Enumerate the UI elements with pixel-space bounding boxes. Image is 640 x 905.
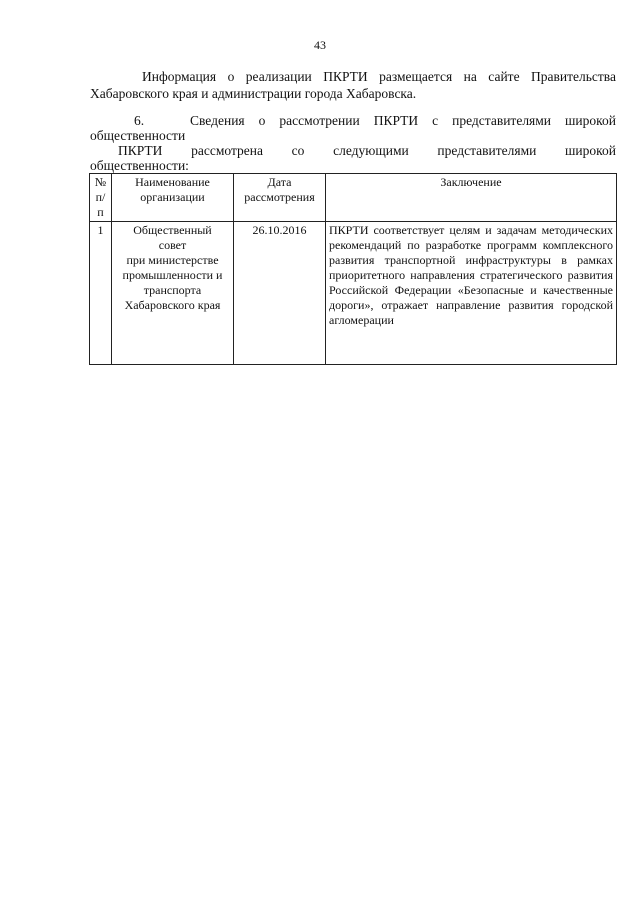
section-line-4: общественности: [90, 158, 189, 173]
header-conclusion: Заключение [326, 174, 617, 222]
section-heading-text: Сведения о рассмотрении ПКРТИ с представителями широкой [190, 113, 616, 128]
review-table [89, 173, 617, 365]
page-number: 43 [314, 38, 326, 52]
table-header-row [90, 174, 617, 222]
cell-date: 26.10.2016 [234, 222, 326, 365]
section-number: 6. [134, 113, 145, 128]
header-number: № п/п [90, 174, 112, 222]
info-paragraph: Информация о реализации ПКРТИ размещается на сайте Правительства Хабаровского края и администрации города Хабаровска. [90, 69, 616, 101]
section-review [90, 113, 616, 173]
cell-conclusion: ПКРТИ соответствует целям и задачам методических рекомендаций по разработке программ комплексного развития транспортной инфраструктуры в рамках приоритетного направления стратегического развития Российской Федерации «Безопасные и качественные дороги», отражает направление развития городской агломерации [326, 222, 617, 365]
cell-organization: Общественный совет при министерстве промышленности и транспорта Хабаровского края [112, 222, 234, 365]
section-line-1 [90, 113, 616, 128]
table-row [90, 222, 617, 365]
header-organization: Наименование организации [112, 174, 234, 222]
section-line-2: общественности [90, 128, 186, 143]
section-line-3: ПКРТИ рассмотрена со следующими представителями широкой [118, 143, 616, 158]
cell-number: 1 [90, 222, 112, 365]
header-date: Дата рассмотрения [234, 174, 326, 222]
